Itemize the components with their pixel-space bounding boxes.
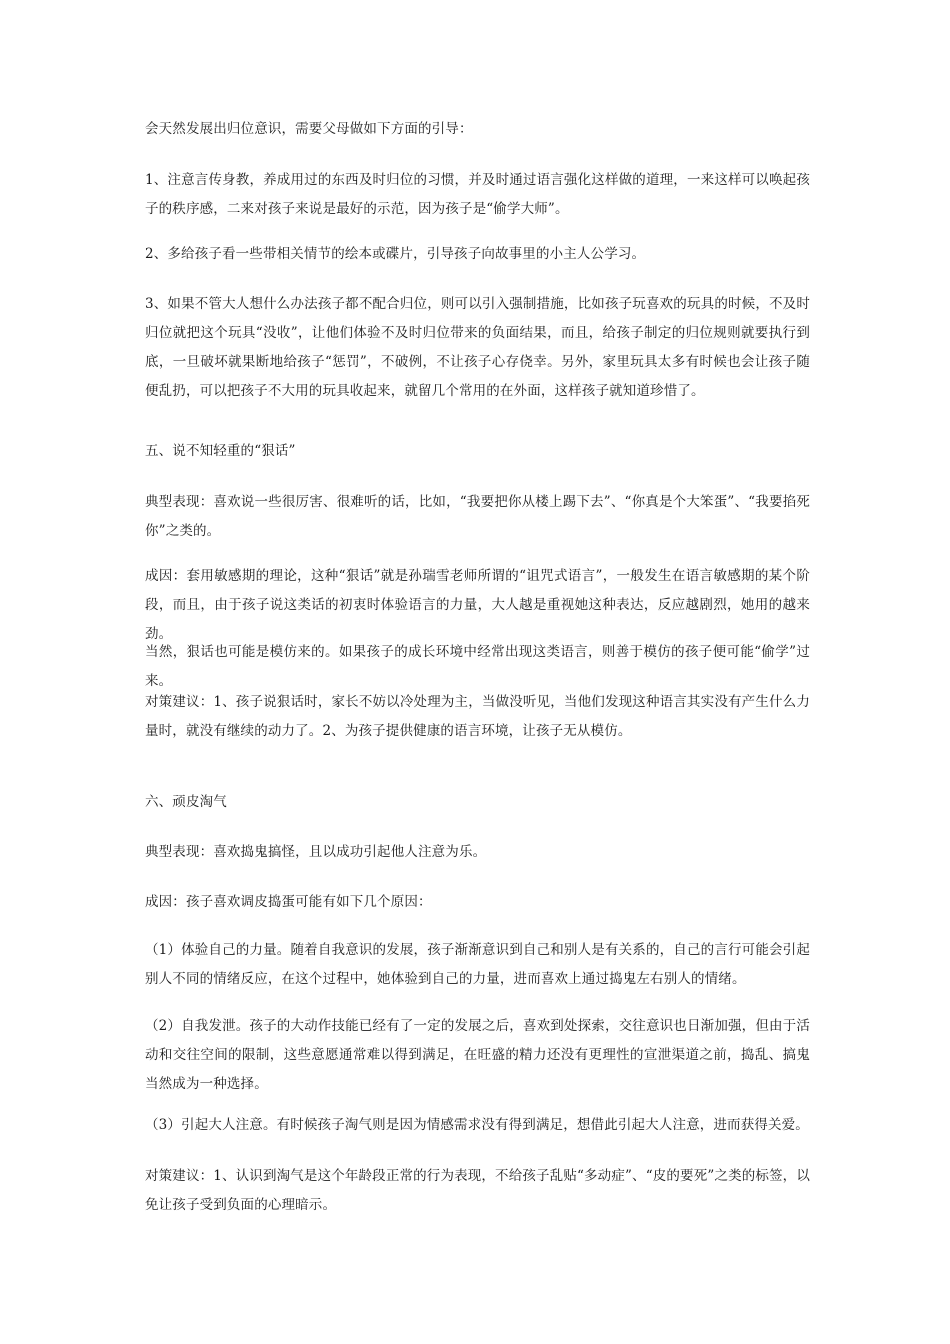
- section6-cause-3: （3）引起大人注意。有时候孩子淘气则是因为情感需求没有得到满足，想借此引起大人注意，进而获得关爱。: [145, 1117, 809, 1133]
- guidance-item-1: 1、注意言传身教，养成用过的东西及时归位的习惯，并及时通过语言强化这样做的道理，一来这样可以唤起孩子的秩序感，二来对孩子来说是最好的示范，因为孩子是“偷学大师”。: [145, 172, 810, 217]
- section5-typical-behavior: 典型表现：喜欢说一些很厉害、很难听的话，比如，“我要把你从楼上踢下去”、“你真是个大笨蛋”、“我要掐死你”之类的。: [145, 494, 810, 539]
- section5-suggestions: 对策建议：1、孩子说狠话时，家长不妨以冷处理为主，当做没听见，当他们发现这种语言其实没有产生什么力量时，就没有继续的动力了。2、为孩子提供健康的语言环境，让孩子无从模仿。: [145, 694, 810, 739]
- section5-cause: 成因：套用敏感期的理论，这种“狠话”就是孙瑞雪老师所谓的“诅咒式语言”，一般发生在语言敏感期的某个阶段，而且，由于孩子说这类话的初衷时体验语言的力量，大人越是重视她这种表达，反应越剧烈，她用的越来劲。: [145, 568, 810, 642]
- guidance-item-2: 2、多给孩子看一些带相关情节的绘本或碟片，引导孩子向故事里的小主人公学习。: [145, 246, 646, 262]
- section6-typical-behavior: 典型表现：喜欢捣鬼搞怪，且以成功引起他人注意为乐。: [145, 844, 487, 860]
- section-heading-5: 五、说不知轻重的“狠话”: [145, 443, 296, 459]
- section-heading-6: 六、顽皮淘气: [145, 794, 227, 810]
- guidance-item-3: 3、如果不管大人想什么办法孩子都不配合归位，则可以引入强制措施，比如孩子玩喜欢的玩具的时候，不及时归位就把这个玩具“没收”，让他们体验不及时归位带来的负面结果，而且，给孩子制定的归位规则就要执行到底，一旦破坏就果断地给孩子“惩罚”，不破例，不让孩子心存侥幸。另外，家里玩具太多有时候也会让孩子随便乱扔，可以把孩子不大用的玩具收起来，就留几个常用的在外面，这样孩子就知道珍惜了。: [145, 296, 810, 399]
- section6-cause-1: （1）体验自己的力量。随着自我意识的发展，孩子渐渐意识到自己和别人是有关系的，自己的言行可能会引起别人不同的情绪反应，在这个过程中，她体验到自己的力量，进而喜欢上通过捣鬼左右别人的情绪。: [145, 942, 810, 987]
- intro-paragraph: 会天然发展出归位意识，需要父母做如下方面的引导：: [145, 121, 473, 137]
- section6-cause-intro: 成因：孩子喜欢调皮捣蛋可能有如下几个原因：: [145, 894, 432, 910]
- section5-imitation-note: 当然，狠话也可能是模仿来的。如果孩子的成长环境中经常出现这类语言，则善于模仿的孩子便可能“偷学”过来。: [145, 644, 810, 689]
- section6-cause-2: （2）自我发泄。孩子的大动作技能已经有了一定的发展之后，喜欢到处探索，交往意识也日渐加强，但由于活动和交往空间的限制，这些意愿通常难以得到满足，在旺盛的精力还没有更理性的宣泄渠道之前，捣乱、搞鬼当然成为一种选择。: [145, 1018, 810, 1092]
- section6-suggestions: 对策建议：1、认识到淘气是这个年龄段正常的行为表现，不给孩子乱贴“多动症”、“皮的要死”之类的标签，以免让孩子受到负面的心理暗示。: [145, 1168, 810, 1213]
